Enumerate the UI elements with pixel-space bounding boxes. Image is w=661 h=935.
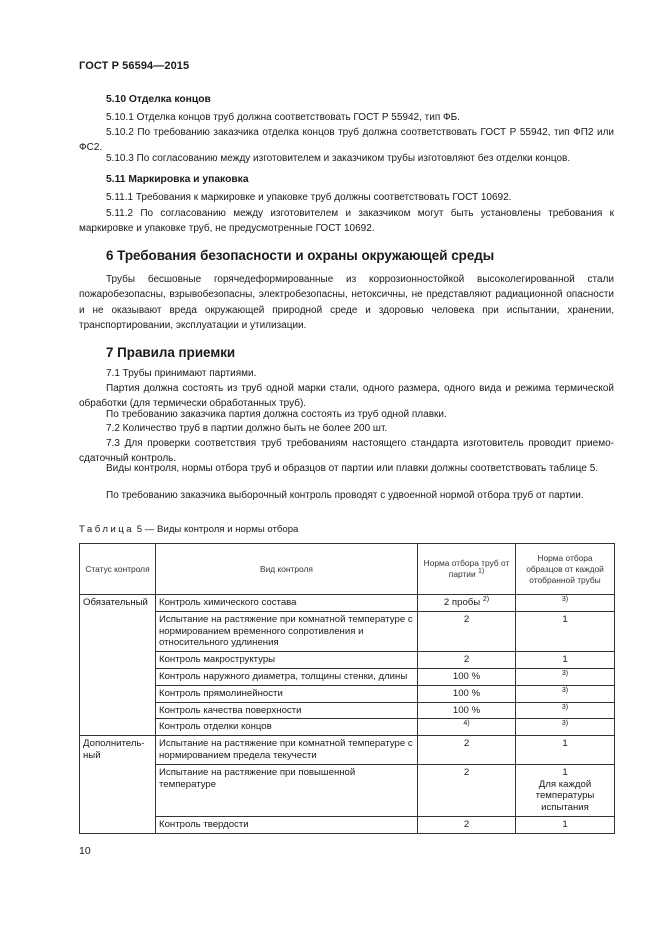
section-6-title: 6 Требования безопасности и охраны окружающей среды	[106, 248, 495, 263]
norm-party-value: 2 пробы	[443, 597, 481, 608]
table-row	[80, 685, 615, 702]
norm-party-cell: 100 %	[418, 685, 516, 702]
table-row	[80, 668, 615, 685]
norm-party-cell: 2	[418, 816, 516, 833]
norm-pipe-cell: 1	[516, 652, 615, 669]
table-caption-text: 5 — Виды контроля и нормы отбора	[136, 524, 299, 535]
footnote-mark: 3)	[561, 686, 569, 694]
control-type-cell: Контроль прямолинейности	[156, 685, 418, 702]
status-cell-additional: Дополнитель-ный	[80, 736, 156, 834]
footnote-mark: 2)	[482, 595, 490, 603]
norm-party-cell: 2	[418, 764, 516, 816]
table-row	[80, 611, 615, 651]
footnote-mark: 3)	[561, 720, 569, 728]
norm-pipe-cell	[516, 668, 615, 685]
section-7-title: 7 Правила приемки	[106, 345, 236, 360]
table-row	[80, 816, 615, 833]
section-5-10-title: 5.10 Отделка концов	[106, 94, 211, 105]
control-type-cell: Контроль качества поверхности	[156, 702, 418, 719]
para-7-3-double: По требованию заказчика выборочный контроль проводят с удвоенной нормой отбора труб от партии.	[106, 490, 584, 501]
norm-pipe-cell	[516, 719, 615, 736]
para-7-1-party: Партия должна состоять из труб одной марки стали, одного размера, одного вида и режима термической обработки (для термически обработанных труб).	[79, 383, 614, 410]
document-id-header: ГОСТ Р 56594—2015	[79, 60, 190, 72]
para-5-11-2: 5.11.2 По согласованию между изготовителем и заказчиком могут быть установлены требования к маркировке и упаковке труб, не предусмотренные ГОСТ 10692.	[79, 208, 614, 235]
table-caption-label: Таблица	[79, 524, 135, 535]
header-norm-party	[418, 544, 516, 595]
footnote-mark: 3)	[561, 669, 569, 677]
para-7-1: 7.1 Трубы принимают партиями.	[106, 368, 257, 379]
norm-pipe-cell: 1	[516, 736, 615, 765]
header-status: Статус контроля	[80, 544, 156, 595]
para-5-10-1: 5.10.1 Отделка концов труб должна соответствовать ГОСТ Р 55942, тип ФБ.	[106, 112, 460, 123]
status-cell-mandatory: Обязательный	[80, 595, 156, 736]
table-row	[80, 652, 615, 669]
norm-party-cell: 2	[418, 611, 516, 651]
para-7-1-melt: По требованию заказчика партия должна состоять из труб одной плавки.	[106, 409, 447, 420]
norm-pipe-cell	[516, 702, 615, 719]
para-7-3-types: Виды контроля, нормы отбора труб и образцов от партии или плавки должны соответствовать таблице 5.	[106, 463, 599, 474]
norm-pipe-cell: 1	[516, 816, 615, 833]
footnote-mark: 4)	[463, 720, 470, 728]
table-row	[80, 719, 615, 736]
footnote-mark: 3)	[561, 703, 569, 711]
norm-pipe-cell	[516, 764, 615, 816]
table-row	[80, 595, 615, 612]
table-header-row	[80, 544, 615, 595]
para-7-2: 7.2 Количество труб в партии должно быть не более 200 шт.	[106, 423, 388, 434]
control-type-cell: Контроль наружного диаметра, толщины стенки, длины	[156, 668, 418, 685]
norm-party-cell: 2	[418, 736, 516, 765]
norm-pipe-value: 1	[562, 766, 568, 778]
para-6-1: Трубы бесшовные горячедеформированные из коррозионностойкой высоколегированной стали пожаробезопасны, взрывобезопасны, электробезопасны, нетоксичны, не представляют радиационной опасности и не оказывают вреда окружающей природной среде и здоровью человека при испытании, хранении, транспортировании, эксплуатации и утилизации.	[79, 274, 614, 332]
footnote-mark: 3)	[561, 595, 569, 603]
norm-pipe-cell	[516, 595, 615, 612]
norm-party-cell	[418, 595, 516, 612]
para-5-11-1: 5.11.1 Требования к маркировке и упаковке труб должны соответствовать ГОСТ 10692.	[106, 192, 512, 203]
control-type-cell: Контроль химического состава	[156, 595, 418, 612]
para-5-10-3: 5.10.3 По согласованию между изготовителем и заказчиком трубы изготовляют без отделки концов.	[106, 153, 571, 164]
norm-pipe-note: Для каждой температуры испытания	[535, 778, 595, 814]
para-5-10-2: 5.10.2 По требованию заказчика отделка концов труб должна соответствовать ГОСТ Р 55942, тип ФП2 или ФС2.	[79, 127, 614, 154]
control-type-cell: Контроль макроструктуры	[156, 652, 418, 669]
header-norm-pipe: Норма отбора образцов от каждой отобранной трубы	[516, 544, 615, 595]
footnote-mark: 1)	[477, 568, 485, 576]
control-type-cell: Испытание на растяжение при комнатной температуре с нормированием временного сопротивления и относительного удлинения	[156, 611, 418, 651]
norm-party-cell: 2	[418, 652, 516, 669]
table-5	[79, 543, 615, 834]
norm-party-cell: 100 %	[418, 668, 516, 685]
control-type-cell: Контроль отделки концов	[156, 719, 418, 736]
table-5-caption	[79, 524, 298, 535]
norm-pipe-cell	[516, 685, 615, 702]
para-7-3: 7.3 Для проверки соответствия труб требованиям настоящего стандарта изготовитель проводит приемо-сдаточный контроль.	[79, 438, 614, 465]
table-row	[80, 764, 615, 816]
section-5-11-title: 5.11 Маркировка и упаковка	[106, 174, 249, 185]
table-row	[80, 702, 615, 719]
control-type-cell: Испытание на растяжение при повышенной температуре	[156, 764, 418, 816]
control-type-cell: Контроль твердости	[156, 816, 418, 833]
table-row	[80, 736, 615, 765]
control-type-cell: Испытание на растяжение при комнатной температуре с нормированием предела текучести	[156, 736, 418, 765]
header-control-type: Вид контроля	[156, 544, 418, 595]
norm-party-cell	[418, 719, 516, 736]
norm-pipe-cell: 1	[516, 611, 615, 651]
header-norm-party-text: Норма отбора труб от партии	[423, 558, 510, 579]
norm-party-cell: 100 %	[418, 702, 516, 719]
page-number: 10	[79, 845, 91, 857]
